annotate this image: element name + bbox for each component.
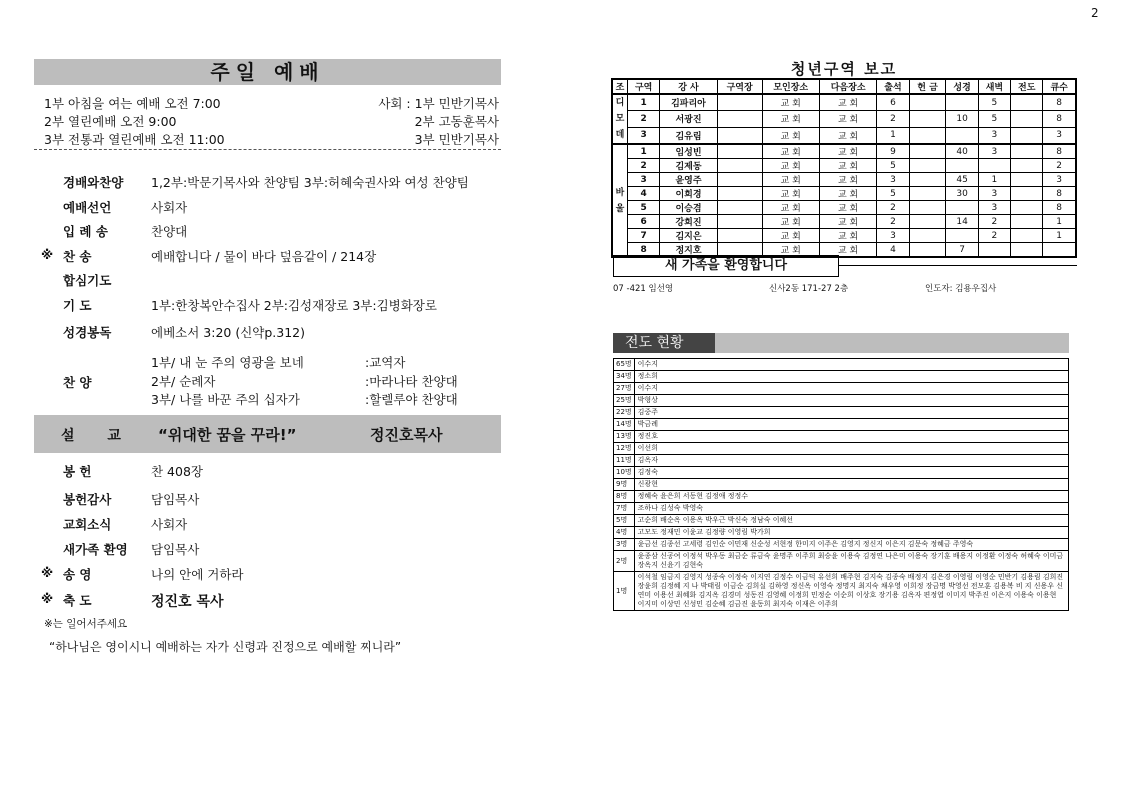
table-cell: 6	[628, 215, 660, 229]
table-cell	[717, 201, 762, 215]
service-time-label: 2부 열린예배 오전 9:00	[44, 114, 177, 129]
table-cell: 7	[946, 243, 978, 258]
table-cell: 3	[978, 201, 1010, 215]
table-row	[612, 127, 1076, 144]
evangelism-row	[614, 383, 1069, 395]
table-cell: 김지은	[660, 229, 717, 243]
table-cell: 이승겸	[660, 201, 717, 215]
evangelism-count: 4명	[614, 527, 635, 539]
table-cell: 45	[946, 173, 978, 187]
evangelism-names: 이수지	[634, 383, 1068, 395]
table-cell: 교 회	[819, 144, 876, 159]
evangelism-count: 9명	[614, 479, 635, 491]
table-cell: 5	[877, 187, 909, 201]
table-cell	[978, 159, 1010, 173]
order-label: 축 도	[63, 593, 92, 608]
table-cell	[717, 159, 762, 173]
table-row	[612, 215, 1076, 229]
table-cell: 3	[877, 229, 909, 243]
welcome-divider	[838, 265, 1077, 266]
table-row	[612, 187, 1076, 201]
table-cell	[1011, 111, 1043, 127]
table-cell: 4	[877, 243, 909, 258]
table-cell: 교 회	[762, 144, 819, 159]
table-cell: 40	[946, 144, 978, 159]
new-family-guide: 인도자: 김용우집사	[925, 284, 997, 294]
service-time-2	[44, 112, 499, 128]
evangelism-count: 12명	[614, 443, 635, 455]
evangelism-count: 7명	[614, 503, 635, 515]
table-cell: 교 회	[819, 159, 876, 173]
praise-song: 2부/ 순례자	[151, 374, 216, 389]
evangelism-names: 박형상	[634, 395, 1068, 407]
table-cell	[717, 173, 762, 187]
table-cell: 1	[628, 144, 660, 159]
table-cell: 교 회	[762, 187, 819, 201]
report-title: 청년구역 보고	[790, 60, 898, 78]
table-cell: 김파리아	[660, 94, 717, 111]
table-cell: 6	[877, 94, 909, 111]
table-cell: 2	[877, 111, 909, 127]
column-header: 큐수	[1043, 79, 1076, 94]
table-cell: 교 회	[762, 127, 819, 144]
evangelism-names: 김옥자	[634, 455, 1068, 467]
table-cell	[909, 243, 946, 258]
table-cell	[909, 201, 946, 215]
column-header: 출석	[877, 79, 909, 94]
sermon-bar	[34, 415, 501, 453]
order-value: 예배합니다 / 물이 바다 덮음같이 / 214장	[151, 249, 377, 264]
service-time-1	[44, 94, 499, 110]
table-cell: 5	[978, 111, 1010, 127]
column-header: 헌 금	[909, 79, 946, 94]
order-value: 1,2부:박문기목사와 찬양팀 3부:허혜숙권사와 여성 찬양팀	[151, 175, 469, 190]
evangelism-names: 조하나 김성숙 박영숙	[634, 503, 1068, 515]
table-cell: 이희경	[660, 187, 717, 201]
sermon-preacher: 정진호목사	[370, 426, 443, 444]
table-cell	[909, 173, 946, 187]
praise-song: 3부/ 나를 바꾼 주의 십자가	[151, 392, 300, 407]
table-cell: 5	[628, 201, 660, 215]
table-row	[612, 159, 1076, 173]
stand-mark: ※	[41, 591, 54, 606]
table-cell	[978, 243, 1010, 258]
table-cell	[1011, 159, 1043, 173]
table-cell	[946, 159, 978, 173]
evangelism-row	[614, 371, 1069, 383]
table-cell	[1011, 243, 1043, 258]
evangelism-names: 이선희	[634, 443, 1068, 455]
evangelism-row	[614, 572, 1069, 611]
table-cell: 2	[628, 159, 660, 173]
dashed-divider	[34, 149, 501, 150]
service-title: 주일 예배	[34, 59, 501, 85]
praise-item	[151, 390, 501, 406]
table-cell	[909, 187, 946, 201]
column-header: 새벽	[978, 79, 1010, 94]
table-cell: 10	[946, 111, 978, 127]
order-label: 송 영	[63, 567, 92, 582]
evangelism-count: 14명	[614, 419, 635, 431]
table-cell: 8	[1043, 201, 1076, 215]
table-cell	[717, 229, 762, 243]
evangelism-count: 65명	[614, 359, 635, 371]
table-cell: 김제동	[660, 159, 717, 173]
order-value: 사회자	[151, 517, 188, 532]
order-value: 담임목사	[151, 492, 200, 507]
table-cell: 교 회	[819, 243, 876, 258]
service-time-host: 사회 : 1부 민반기목사	[378, 96, 499, 111]
table-cell: 3	[978, 187, 1010, 201]
table-cell: 9	[877, 144, 909, 159]
order-label: 경배와찬양	[63, 175, 124, 190]
table-cell	[1011, 94, 1043, 111]
order-label: 찬 송	[63, 249, 92, 264]
table-cell: 서광진	[660, 111, 717, 127]
evangelism-header	[613, 333, 1069, 353]
order-label: 봉 헌	[63, 464, 92, 479]
table-cell	[1011, 201, 1043, 215]
table-cell	[717, 127, 762, 144]
evangelism-row	[614, 479, 1069, 491]
table-cell	[946, 94, 978, 111]
table-cell	[1011, 215, 1043, 229]
evangelism-row	[614, 395, 1069, 407]
table-cell: 교 회	[762, 159, 819, 173]
evangelism-row	[614, 515, 1069, 527]
table-cell: 3	[1043, 173, 1076, 187]
evangelism-row	[614, 443, 1069, 455]
table-cell	[1011, 144, 1043, 159]
table-cell: 3	[978, 144, 1010, 159]
order-value: 찬 408장	[151, 464, 203, 479]
table-cell: 교 회	[762, 94, 819, 111]
table-cell	[1011, 173, 1043, 187]
evangelism-count: 34명	[614, 371, 635, 383]
evangelism-names: 윤종삼 신공여 이정석 박우동 최금순 류금숙 윤명주 이주희 최승윤 이용숙 김정연 나은미 이용숙 장기훈 배용지 이정환 이정숙 허혜숙 이미금 장옥지 신윤기 김현숙	[634, 551, 1068, 572]
table-cell: 2	[978, 215, 1010, 229]
table-cell: 교 회	[819, 201, 876, 215]
table-cell: 3	[1043, 127, 1076, 144]
column-header: 성경	[946, 79, 978, 94]
table-cell	[946, 229, 978, 243]
evangelism-names: 고모도 정재민 이윤교 김정량 이영림 박가희	[634, 527, 1068, 539]
praise-item	[151, 353, 501, 369]
table-cell	[909, 111, 946, 127]
order-label: 입 례 송	[63, 224, 108, 239]
table-row	[612, 94, 1076, 111]
table-cell: 8	[1043, 187, 1076, 201]
service-time-host: 3부 민반기목사	[414, 132, 499, 147]
order-value: 1부:한창복안수집사 2부:김성재장로 3부:김병화장로	[151, 298, 437, 313]
table-cell: 1	[877, 127, 909, 144]
table-cell: 교 회	[762, 111, 819, 127]
table-cell: 5	[978, 94, 1010, 111]
table-cell: 8	[1043, 94, 1076, 111]
table-cell: 3	[628, 173, 660, 187]
column-header: 구역장	[717, 79, 762, 94]
table-cell: 교 회	[819, 229, 876, 243]
evangelism-names: 고순희 배순옥 이용옥 박우근 박신숙 정남숙 이혜선	[634, 515, 1068, 527]
table-cell	[1011, 187, 1043, 201]
table-cell	[1043, 243, 1076, 258]
evangelism-row	[614, 491, 1069, 503]
table-cell	[717, 187, 762, 201]
evangelism-row	[614, 407, 1069, 419]
new-family-address: 신사2동 171-27 2층	[769, 284, 849, 294]
order-label: 성경봉독	[63, 325, 112, 340]
evangelism-count: 25명	[614, 395, 635, 407]
table-cell	[909, 94, 946, 111]
table-cell	[1011, 229, 1043, 243]
scripture-quote: “하나님은 영이시니 예배하는 자가 신령과 진정으로 예배할 찌니라”	[49, 640, 402, 654]
order-value: 정진호 목사	[151, 594, 224, 610]
evangelism-names: 정진호	[634, 431, 1068, 443]
table-cell	[717, 215, 762, 229]
table-cell: 강희진	[660, 215, 717, 229]
column-header: 전도	[1011, 79, 1043, 94]
evangelism-count: 22명	[614, 407, 635, 419]
evangelism-row	[614, 431, 1069, 443]
evangelism-row	[614, 527, 1069, 539]
service-time-3	[44, 130, 499, 146]
order-label: 새가족 환영	[63, 542, 128, 557]
table-cell: 1	[628, 94, 660, 111]
evangelism-names: 김중주	[634, 407, 1068, 419]
order-value: 에베소서 3:20 (신약p.312)	[151, 325, 305, 340]
evangelism-names: 신광현	[634, 479, 1068, 491]
sermon-title: “위대한 꿈을 꾸라!”	[158, 426, 297, 444]
table-cell	[909, 215, 946, 229]
group-name: 디모데	[612, 94, 628, 144]
evangelism-count: 5명	[614, 515, 635, 527]
group-name: 바울	[612, 144, 628, 257]
table-cell: 3	[978, 127, 1010, 144]
evangelism-names: 박금례	[634, 419, 1068, 431]
table-cell: 1	[1043, 229, 1076, 243]
praise-choir: :할렐루야 찬양대	[365, 392, 458, 407]
new-family-name: 07 -421 임선영	[613, 284, 674, 294]
evangelism-count: 27명	[614, 383, 635, 395]
evangelism-names: 김정숙	[634, 467, 1068, 479]
evangelism-names: 이석철 임금지 김영지 성종숙 이정숙 이지연 김정수 이금덕 유선희 배주현 김지숙 김종숙 배정지 김은경 이영림 이영순 민반기 김용림 김희진 장윤희 김정혜 지 나 박태림 이금순 김희실 김하영 정신옥 이영숙 정명지 최지숙 채우영 이희정 장금명 박영선 전모훈 김용복 비 지 신용우 신연미 이용선 최혜화 김지옥 김경미 성동진 김영혜 이정희 민정순 이순희 이상호 장기용 김옥자 편정엽 이미지 박주진 이은지 이용숙 이용현 이지미 이상민 신성민 김순혜 김금진 윤동희 최지숙 이재은 이주희	[634, 572, 1068, 611]
order-label: 봉헌감사	[63, 492, 112, 507]
evangelism-title: 전도 현황	[613, 333, 715, 353]
table-cell: 2	[1043, 159, 1076, 173]
table-cell: 교 회	[762, 229, 819, 243]
column-header: 다음장소	[819, 79, 876, 94]
column-header: 구역	[628, 79, 660, 94]
table-cell: 교 회	[819, 173, 876, 187]
evangelism-row	[614, 503, 1069, 515]
evangelism-names: 정혜숙 윤은희 서동현 김정애 정정수	[634, 491, 1068, 503]
order-value: 나의 안에 거하라	[151, 567, 244, 582]
evangelism-names: 윤금선 김종선 고세령 김인순 이민재 신순성 서현정 한미지 이주은 김영지 정신지 이은지 김문숙 정혜금 주영숙	[634, 539, 1068, 551]
table-cell	[946, 201, 978, 215]
evangelism-names: 정소희	[634, 371, 1068, 383]
table-cell: 8	[1043, 144, 1076, 159]
table-cell: 교 회	[762, 243, 819, 258]
table-cell: 임성빈	[660, 144, 717, 159]
table-row	[612, 111, 1076, 127]
evangelism-count: 11명	[614, 455, 635, 467]
table-cell: 8	[628, 243, 660, 258]
standing-note: ※는 일어서주세요	[44, 618, 128, 630]
table-cell	[1011, 127, 1043, 144]
service-time-label: 1부 아침을 여는 예배 오전 7:00	[44, 96, 221, 111]
table-cell: 2	[877, 215, 909, 229]
praise-choir: :교역자	[365, 355, 406, 370]
column-header: 강 사	[660, 79, 717, 94]
table-cell: 김유림	[660, 127, 717, 144]
evangelism-row	[614, 551, 1069, 572]
evangelism-row	[614, 539, 1069, 551]
table-cell	[909, 144, 946, 159]
evangelism-names: 이수지	[634, 359, 1068, 371]
order-label: 기 도	[63, 298, 92, 313]
table-cell	[946, 127, 978, 144]
table-cell: 1	[978, 173, 1010, 187]
evangelism-count: 2명	[614, 551, 635, 572]
table-cell: 30	[946, 187, 978, 201]
table-row	[612, 173, 1076, 187]
table-cell: 1	[1043, 215, 1076, 229]
table-cell	[717, 94, 762, 111]
table-cell: 2	[978, 229, 1010, 243]
welcome-title: 새 가족을 환영합니다	[613, 255, 839, 277]
table-cell	[717, 144, 762, 159]
order-label: 합심기도	[63, 273, 112, 288]
stand-mark: ※	[41, 565, 54, 580]
table-cell: 윤영주	[660, 173, 717, 187]
table-cell: 정지호	[660, 243, 717, 258]
table-cell: 2	[628, 111, 660, 127]
evangelism-count: 1명	[614, 572, 635, 611]
table-cell: 8	[1043, 111, 1076, 127]
table-cell: 14	[946, 215, 978, 229]
order-label: 예배선언	[63, 200, 112, 215]
table-cell: 2	[877, 201, 909, 215]
table-cell: 3	[628, 127, 660, 144]
order-value: 사회자	[151, 200, 188, 215]
order-value: 담임목사	[151, 542, 200, 557]
table-row	[612, 144, 1076, 159]
evangelism-row	[614, 455, 1069, 467]
table-header-row	[612, 79, 1076, 94]
table-row	[612, 201, 1076, 215]
table-cell: 7	[628, 229, 660, 243]
table-cell: 교 회	[762, 201, 819, 215]
evangelism-row	[614, 467, 1069, 479]
evangelism-count: 10명	[614, 467, 635, 479]
table-cell	[909, 127, 946, 144]
order-label: 교회소식	[63, 517, 112, 532]
praise-item	[151, 372, 501, 388]
praise-song: 1부/ 내 눈 주의 영광을 보네	[151, 355, 304, 370]
table-cell	[717, 111, 762, 127]
evangelism-row	[614, 419, 1069, 431]
table-cell: 교 회	[762, 173, 819, 187]
cell-group-report-table	[611, 78, 1077, 258]
evangelism-count: 8명	[614, 491, 635, 503]
service-time-host: 2부 고동훈목사	[414, 114, 499, 129]
evangelism-row	[614, 359, 1069, 371]
table-cell: 교 회	[819, 111, 876, 127]
table-cell: 5	[877, 159, 909, 173]
sermon-label: 설 교	[61, 428, 135, 444]
evangelism-table	[613, 358, 1069, 611]
table-cell: 교 회	[819, 215, 876, 229]
table-cell: 3	[877, 173, 909, 187]
table-cell: 교 회	[819, 187, 876, 201]
table-cell: 4	[628, 187, 660, 201]
table-cell: 교 회	[762, 215, 819, 229]
table-cell: 교 회	[819, 94, 876, 111]
order-value: 찬양대	[151, 224, 188, 239]
table-row	[612, 229, 1076, 243]
table-cell: 교 회	[819, 127, 876, 144]
column-header: 조	[612, 79, 628, 94]
column-header: 모인장소	[762, 79, 819, 94]
evangelism-count: 3명	[614, 539, 635, 551]
table-cell	[909, 159, 946, 173]
page-number: 2	[1091, 6, 1099, 20]
stand-mark: ※	[41, 247, 54, 262]
praise-choir: :마라나타 찬양대	[365, 374, 458, 389]
table-cell	[909, 229, 946, 243]
evangelism-count: 13명	[614, 431, 635, 443]
service-time-label: 3부 전통과 열린예배 오전 11:00	[44, 132, 225, 147]
